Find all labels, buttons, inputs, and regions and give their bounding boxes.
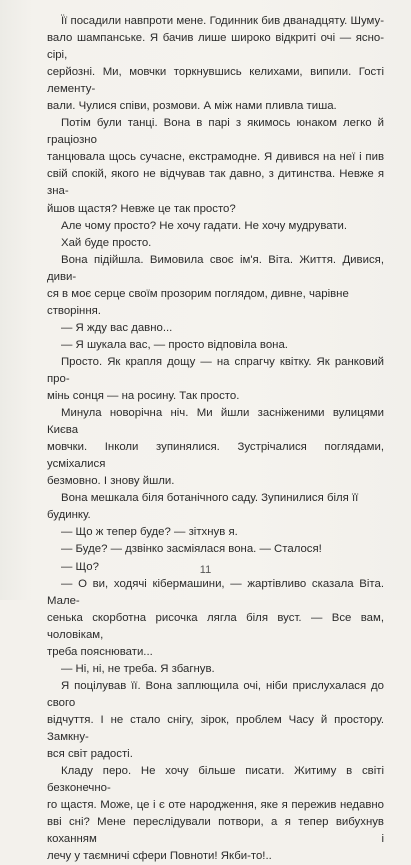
text-line: вся світ радості. [47, 748, 133, 761]
paragraph [47, 235, 384, 252]
text-line: Хай буде просто. [61, 236, 152, 249]
text-line: лечу у таємничі сфери Повноти! Якби-то!.. [47, 850, 272, 863]
paragraph [47, 218, 384, 235]
text-line: — Що? [61, 560, 99, 573]
text-line: — Я шукала вас, — просто відповіла вона. [61, 338, 288, 351]
text-line: мінь сонця — на росину. Так просто. [47, 390, 240, 403]
text-line: вали. Чулися співи, розмови. А між нами пливла тиша. [47, 100, 337, 113]
text-line: Минула новорічна ніч. Ми йшли засніженими вулицями Києва [47, 407, 384, 437]
paragraph [47, 524, 384, 541]
text-line: Просто. Як крапля дощу — на спрагчу квітку. Як ранковий про- [47, 355, 384, 385]
text-line: — Що ж тепер буде? — зітхнув я. [61, 526, 238, 539]
paragraph [47, 405, 384, 490]
paragraph [47, 678, 384, 763]
paragraph [47, 763, 384, 865]
paragraph [47, 541, 384, 558]
text-line: безмовно. І знову йшли. [47, 475, 175, 488]
text-line: серйозні. Ми, мовчки торкнувшись келихами, випили. Гості лементу- [47, 66, 384, 96]
text-line: ся в моє серце своїм прозорим поглядом, дивне, чарівне створіння. [47, 287, 349, 317]
text-line: Я поцілував її. Вона заплющила очі, ніби прислухалася до свого [47, 679, 384, 709]
text-line: Вона мешкала біля ботанічного саду. Зупинилися біля її будинку. [47, 492, 359, 522]
paragraph [47, 337, 384, 354]
text-line: Кладу перо. Не хочу більше писати. Житиму в світі безконечно- [47, 765, 384, 795]
paragraph [47, 576, 384, 661]
text-line: вало шампанське. Я бачив лише широко відкриті очі — ясно-сірі, [47, 32, 384, 62]
text-line: треба пояснювати... [47, 645, 153, 658]
text-line: Вона підійшла. Вимовила своє ім'я. Віта. Життя. Дивися, диви- [47, 253, 384, 283]
text-line: Але чому просто? Не хочу гадати. Не хочу мудрувати. [61, 219, 348, 232]
text-line: Потім були танці. Вона в парі з якимось юнаком легко й граціозно [47, 117, 384, 147]
paragraph [47, 490, 384, 524]
text-line: Її посадили навпроти мене. Годинник бив дванадцяту. Шуму- [61, 15, 384, 27]
page-number: 11 [199, 564, 212, 576]
text-line: танцювала щось сучасне, екстрамодне. Я дивився на неї і пив [47, 151, 384, 164]
text-line: сенька скорботна рисочка лягла біля вуст. — Все вам, чоловікам, [47, 611, 384, 641]
paragraph [47, 320, 384, 337]
text-line: — Я жду вас давно... [61, 321, 173, 334]
text-line: — Ні, ні, не треба. Я збагнув. [61, 662, 215, 675]
text-line: — Буде? — дзвінко засміялася вона. — Сталося! [61, 543, 322, 556]
paragraph [47, 354, 384, 405]
text-line: йшов щастя? Невже це так просто? [47, 202, 236, 215]
text-line: вві сні? Мене переслідували потвори, а я тепер вибухнув коханням і [47, 816, 384, 846]
text-block [47, 13, 384, 865]
text-line: мовчки. Інколи зупинялися. Зустрічалися поглядами, усміхалися [47, 441, 384, 471]
text-line: відчуття. І не стало снігу, зірок, проблем Часу й простору. Замкну- [47, 713, 384, 743]
paragraph [47, 252, 384, 320]
text-line: го щастя. Може, це і є оте народження, яке я пережив недавно [47, 799, 384, 812]
paragraph [47, 13, 384, 115]
text-line: — О ви, ходячі кібермашини, — жартівливо сказала Віта. Мале- [47, 577, 384, 607]
paragraph [47, 115, 384, 217]
text-line: свій спокій, якого не відчував так давно, з дитинства. Невже я зна- [47, 168, 384, 198]
paragraph [47, 661, 384, 678]
